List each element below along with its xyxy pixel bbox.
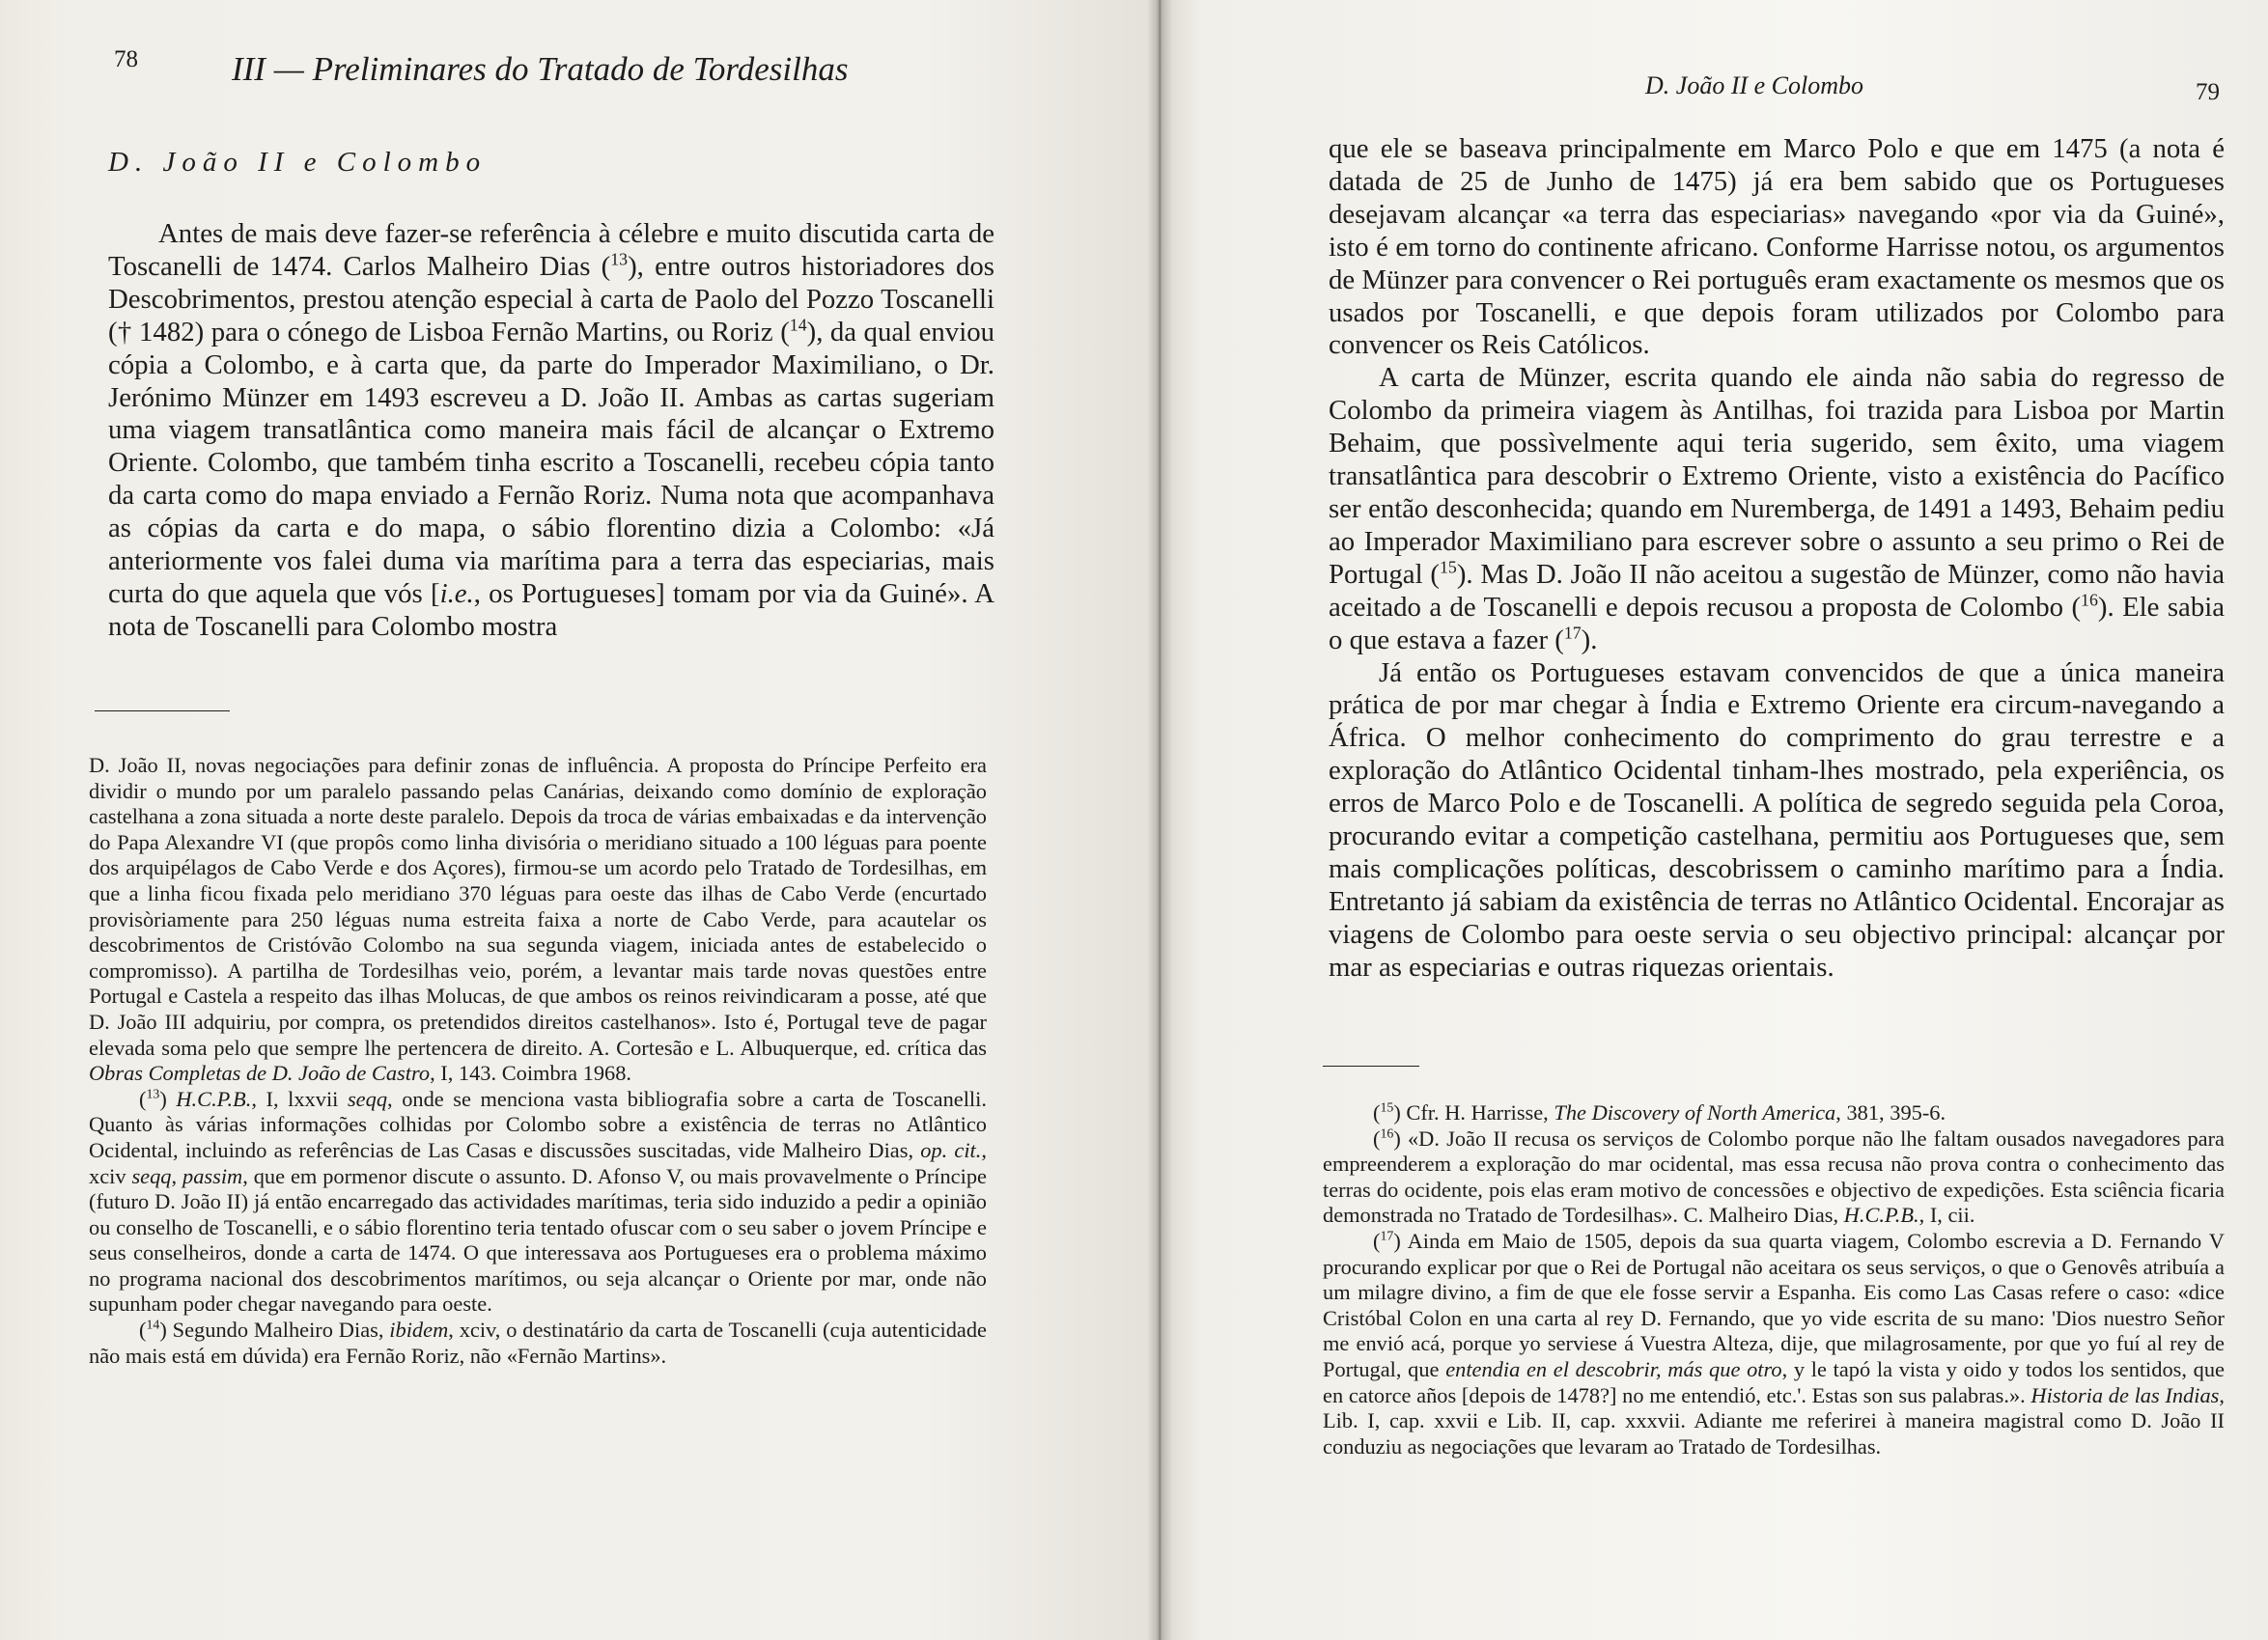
book-gutter (1147, 0, 1172, 1640)
paragraph: Antes de mais deve fazer-se referência à célebre e muito discutida carta de Toscanelli de 1474. Carlos Malheiro Dias ($^{13}$), entre outros historiadores dos Descobrimentos, prestou atenção especial à carta de Paolo del Pozzo Toscanelli († 1482) para o cónego de Lisboa Fernão Martins, ou Roriz ($^{14}$), da qual enviou cópia a Colombo, e à carta que, da parte do Imperador Maximiliano, o Dr. Jerónimo Münzer em 1493 escreveu a D. João II. Ambas as cartas sugeriam uma viagem transatlântica como maneira mais fácil de alcançar o Extremo Oriente. Colombo, que também tinha escrito a Toscanelli, recebeu cópia tanto da carta como do mapa enviado a Fernão Roriz. Numa nota que acompanhava as cópias da carta e do mapa, o sábio florentino dizia a Colombo: «Já anteriormente vos falei duma via marítima para a terra das especiarias, mais curta do que aquela que vós [i.e., os Portugueses] tomam por via da Guiné». A nota de Toscanelli para Colombo mostra (108, 218, 994, 642)
footnote-rule (1323, 1066, 1419, 1067)
footnote-rule (95, 710, 230, 711)
footnote-ref: 17 (1563, 623, 1582, 642)
running-head-left: III — Preliminares do Tratado de Tordesilhas (232, 50, 849, 88)
paragraph: Já então os Portugueses estavam convencidos de que a única maneira prática de por mar chegar à Índia e Extremo Oriente era circum-navegando a África. O melhor conhecimento do comprimento do grau terrestre e a exploração do Atlântico Ocidental tinham-lhes mostrado, pela experiência, os erros de Marco Polo e de Toscanelli. A política de segredo seguida pela Coroa, procurando evitar a competição castelhana, permitiu aos Portugueses que, sem mais complicações políticas, descobrissem o caminho marítimo para a Índia. Entretanto já sabiam da existência de terras no Atlântico Ocidental. Encorajar as viagens de Colombo para oeste servia o seu objectivo principal: alcançar por mar as especiarias e outras riquezas orientais. (1329, 656, 2225, 983)
section-title: D. João II e Colombo (108, 147, 488, 178)
footnote-ref: 14 (789, 315, 807, 335)
footnote-ref: 13 (610, 249, 629, 269)
right-footnotes (1323, 1100, 2225, 1459)
footnote-16: ($^{16}$) «D. João II recusa os serviços de Colombo porque não lhe faltam ousados navegadores para empreenderem a exploração do mar ocidental, mas essa recusa não prova contra o conhecimento das terras do ocidente, pois elas eram motivo de concessões e objectivo de expedições. Esta sciência ficaria demonstrada no Tratado de Tordesilhas». C. Malheiro Dias, H.C.P.B., I, cii. (1323, 1126, 2225, 1228)
footnote-13: ($^{13}$) H.C.P.B., I, lxxvii seqq, onde se menciona vasta bibliografia sobre a carta de Toscanelli. Quanto às várias informações colhidas por Colombo sobre a existência de terras no Atlântico Ocidental, incluindo as referências de Las Casas e discussões suscitadas, vide Malheiro Dias, op. cit., xciv seqq, passim, que em pormenor discute o assunto. D. Afonso V, ou mais provavelmente o Príncipe (futuro D. João II) já então encarregado das actividades marítimas, teria sido induzido a pedir a opinião ou conselho de Toscanelli, e o sábio florentino teria tentado ofuscar com o seu saber o jovem Príncipe e seus conselheiros, donde a carta de 1474. O que interessava aos Portugueses era o problema máximo no programa nacional dos descobrimentos marítimos, ou seja alcançar o Oriente por mar, onde não supunham poder chegar navegando para oeste. (89, 1086, 987, 1317)
left-footnotes (89, 753, 987, 1369)
footnote-17: ($^{17}$) Ainda em Maio de 1505, depois da sua quarta viagem, Colombo escrevia a D. Fernando V procurando explicar por que o Rei de Portugal não aceitara os seus serviços, o que o Genovês atribuía a um milagre divino, a fim de que ele fosse servir a Espanha. Eis como Las Casas refere o caso: «dice Cristóbal Colon en una carta al rey D. Fernando, que yo vide escrita de su mano: 'Dios nuestro Señor me envió acá, porque yo serviese á Vuestra Alteza, dije, que milagrosamente, por que yo fuí al rey de Portugal, que entendia en el descobrir, más que otro, y le tapó la vista y oido y todos los sentidos, que en catorce años [depois de 1478?] no me entendió, etc.'. Estas son sus palabras.». Historia de las Indias, Lib. I, cap. xxvii e Lib. II, cap. xxxvii. Adiante me referirei à maneira magistral como D. João II conduziu as negociações que levaram ao Tratado de Tordesilhas. (1323, 1228, 2225, 1459)
page-number-right: 79 (2196, 79, 2220, 105)
footnote-ref: 15 (1439, 557, 1457, 577)
footnote-15: ($^{15}$) Cfr. H. Harrisse, The Discovery of North America, 381, 395-6. (1373, 1100, 1946, 1125)
footnote-14: ($^{14}$) Segundo Malheiro Dias, ibidem, xciv, o destinatário da carta de Toscanelli (cuja autenticidade não mais está em dúvida) era Fernão Roriz, não «Fernão Martins». (89, 1318, 988, 1368)
footnote-continuation: D. João II, novas negociações para definir zonas de influência. A proposta do Príncipe Perfeito era dividir o mundo por um paralelo passando pelas Canárias, deixando como domínio de exploração castelhana a zona situada a norte deste paralelo. Depois da troca de várias embaixadas e da intervenção do Papa Alexandre VI (que propôs como linha divisória o meridiano situado a 100 léguas para poente dos arquipélagos de Cabo Verde e dos Açores), firmou-se um acordo pelo Tratado de Tordesilhas, em que a linha ficou fixada pelo meridiano 370 léguas para oeste das ilhas de Cabo Verde (encurtado provisòriamente para 250 léguas numa estreita faixa a norte de Cabo Verde, para acautelar os descobrimentos de Cristóvão Colombo na sua segunda viagem, iniciada antes de estabelecido o compromisso). A partilha de Tordesilhas veio, porém, a levantar mais tarde novas questões entre Portugal e Castela a respeito das ilhas Molucas, de que ambos os reinos reivindicaram a posse, até que D. João III adquiriu, por compra, os pretendidos direitos castelhanos». Isto é, Portugal teve de pagar elevada soma pelo que sempre lhe pertencera de direito. A. Cortesão e L. Albuquerque, ed. crítica das Obras Completas de D. João de Castro, I, 143. Coimbra 1968. (89, 753, 987, 1086)
paragraph: que ele se baseava principalmente em Marco Polo e que em 1475 (a nota é datada de 25 de Junho de 1475) já era bem sabido que os Portugueses desejavam alcançar «a terra das especiarias» navegando «por via da Guiné», isto é em torno do continente africano. Conforme Harrisse notou, os argumentos de Münzer para convencer o Rei português eram exactamente os mesmos que os usados por Toscanelli, e que depois foram utilizados por Colombo para convencer os Reis Católicos. (1329, 133, 2225, 361)
page-number-left: 78 (114, 46, 138, 72)
running-head-right: D. João II e Colombo (1645, 71, 1864, 99)
paragraph: A carta de Münzer, escrita quando ele ainda não sabia do regresso de Colombo da primeira viagem às Antilhas, foi trazida para Lisboa por Martin Behaim, que possìvelmente aqui teria sugerido, sem êxito, uma viagem transatlântica para descobrir o Extremo Oriente, visto a existência do Pacífico ser então desconhecida; quando em Nuremberga, de 1491 a 1493, Behaim pediu ao Imperador Maximiliano para escrever sobre o assunto a seu primo o Rei de Portugal ($^{15}$). Mas D. João II não aceitou a sugestão de Münzer, como não havia aceitado a de Toscanelli e depois recusou a proposta de Colombo ($^{16}$). Ele sabia o que estava a fazer ($^{17}$). (1329, 362, 2226, 655)
right-body-text (1329, 133, 2225, 985)
left-body-text (108, 218, 994, 644)
right-page (1157, 0, 2268, 1640)
footnote-ref: 16 (2081, 590, 2098, 610)
